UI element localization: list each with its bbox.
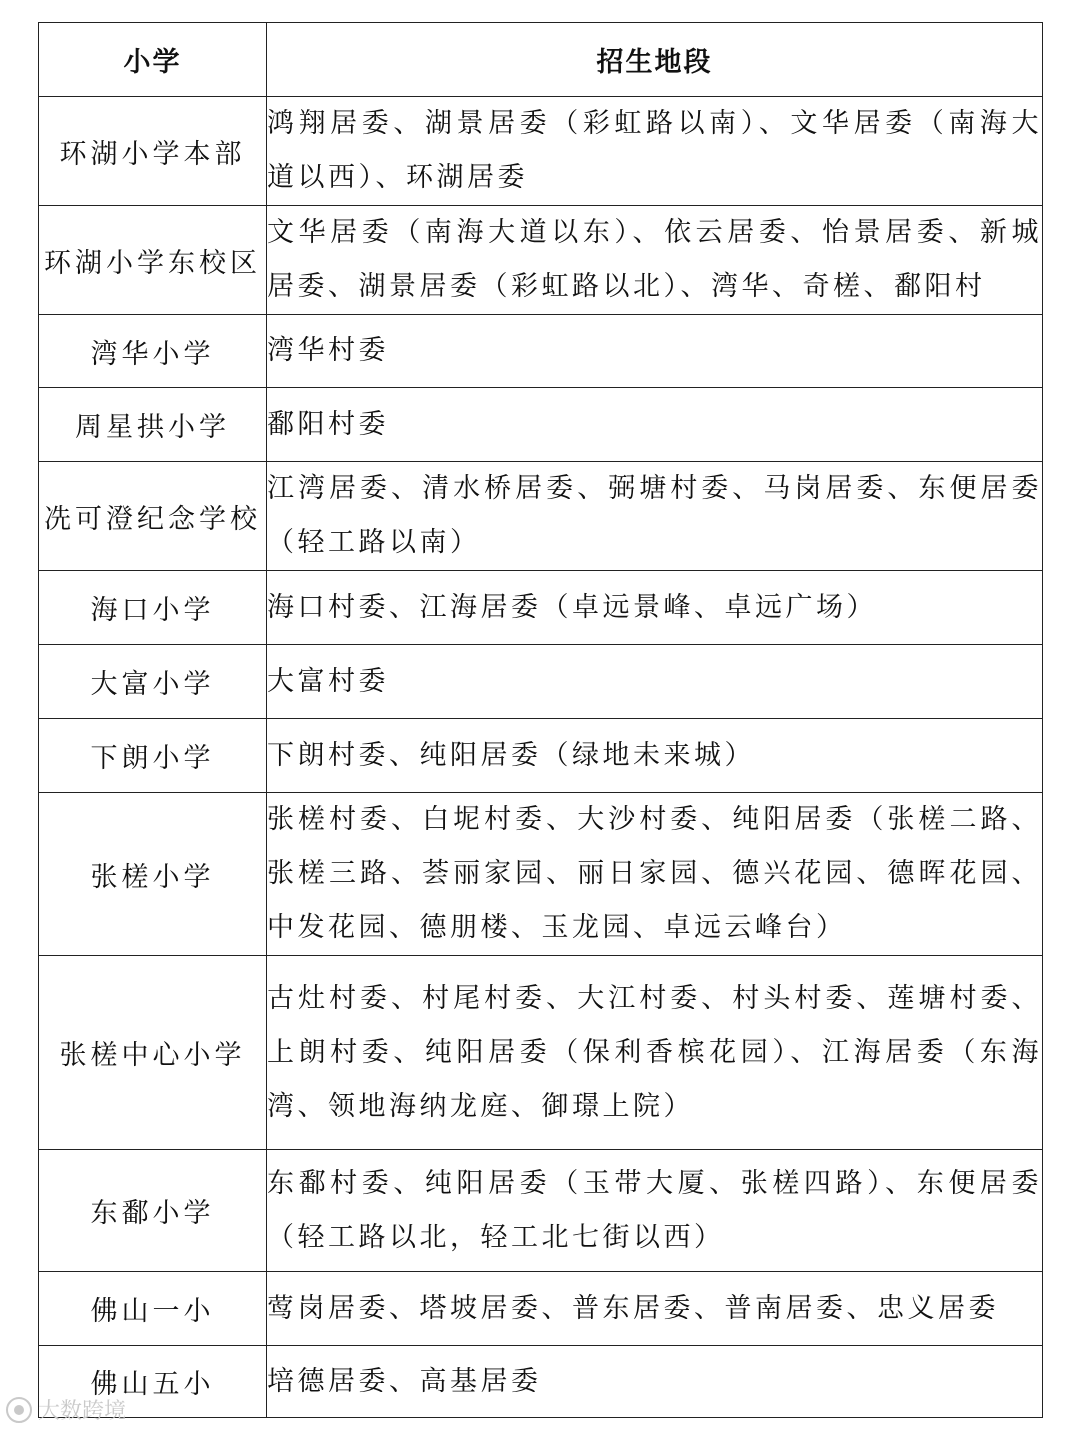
zone-text: 文华居委（南海大道以东）、依云居委、怡景居委、新城居委、湖景居委（彩虹路以北）、湾华、奇槎、鄱阳村 — [267, 206, 1043, 315]
header-zone: 招生地段 — [267, 23, 1043, 97]
table-row — [39, 315, 1043, 388]
table-row — [39, 97, 1043, 206]
zone-text: 鸿翔居委、湖景居委（彩虹路以南）、文华居委（南海大道以西）、环湖居委 — [267, 97, 1043, 206]
zone-text: 古灶村委、村尾村委、大江村委、村头村委、莲塘村委、上朗村委、纯阳居委（保利香槟花园）、江海居委（东海湾、领地海纳龙庭、御璟上院） — [267, 956, 1043, 1150]
school-name: 张槎中心小学 — [39, 956, 267, 1150]
table-row — [39, 462, 1043, 571]
watermark — [6, 1394, 126, 1425]
header-row — [39, 23, 1043, 97]
school-name: 海口小学 — [39, 571, 267, 645]
table-row — [39, 1346, 1043, 1418]
camera-lens-icon — [6, 1397, 32, 1423]
table-row — [39, 1272, 1043, 1346]
zone-text: 莺岗居委、塔坡居委、普东居委、普南居委、忠义居委 — [267, 1272, 1043, 1346]
zone-text: 鄱阳村委 — [267, 388, 1043, 462]
school-name: 冼可澄纪念学校 — [39, 462, 267, 571]
table-row — [39, 793, 1043, 956]
zone-text: 湾华村委 — [267, 315, 1043, 388]
enrollment-zone-table — [38, 22, 1043, 1418]
zone-text: 下朗村委、纯阳居委（绿地未来城） — [267, 719, 1043, 793]
school-name: 佛山五小 — [39, 1346, 267, 1418]
table-row — [39, 719, 1043, 793]
school-name: 环湖小学本部 — [39, 97, 267, 206]
table-row — [39, 206, 1043, 315]
table-row — [39, 571, 1043, 645]
zone-text: 大富村委 — [267, 645, 1043, 719]
school-name: 下朗小学 — [39, 719, 267, 793]
school-name: 东鄱小学 — [39, 1150, 267, 1272]
table-row — [39, 645, 1043, 719]
school-name: 周星拱小学 — [39, 388, 267, 462]
school-name: 环湖小学东校区 — [39, 206, 267, 315]
table-row — [39, 1150, 1043, 1272]
school-name: 佛山一小 — [39, 1272, 267, 1346]
header-school: 小学 — [39, 23, 267, 97]
zone-text: 江湾居委、清水桥居委、弼塘村委、马岗居委、东便居委（轻工路以南） — [267, 462, 1043, 571]
school-name: 大富小学 — [39, 645, 267, 719]
school-name: 湾华小学 — [39, 315, 267, 388]
table-row — [39, 956, 1043, 1150]
zone-text: 张槎村委、白坭村委、大沙村委、纯阳居委（张槎二路、张槎三路、荟丽家园、丽日家园、德兴花园、德晖花园、中发花园、德朋楼、玉龙园、卓远云峰台） — [267, 793, 1043, 956]
school-name: 张槎小学 — [39, 793, 267, 956]
watermark-text: 大数跨境 — [38, 1399, 127, 1424]
table-row — [39, 388, 1043, 462]
zone-text: 东鄱村委、纯阳居委（玉带大厦、张槎四路）、东便居委（轻工路以北，轻工北七街以西） — [267, 1150, 1043, 1272]
zone-text: 培德居委、高基居委 — [267, 1346, 1043, 1418]
zone-text: 海口村委、江海居委（卓远景峰、卓远广场） — [267, 571, 1043, 645]
